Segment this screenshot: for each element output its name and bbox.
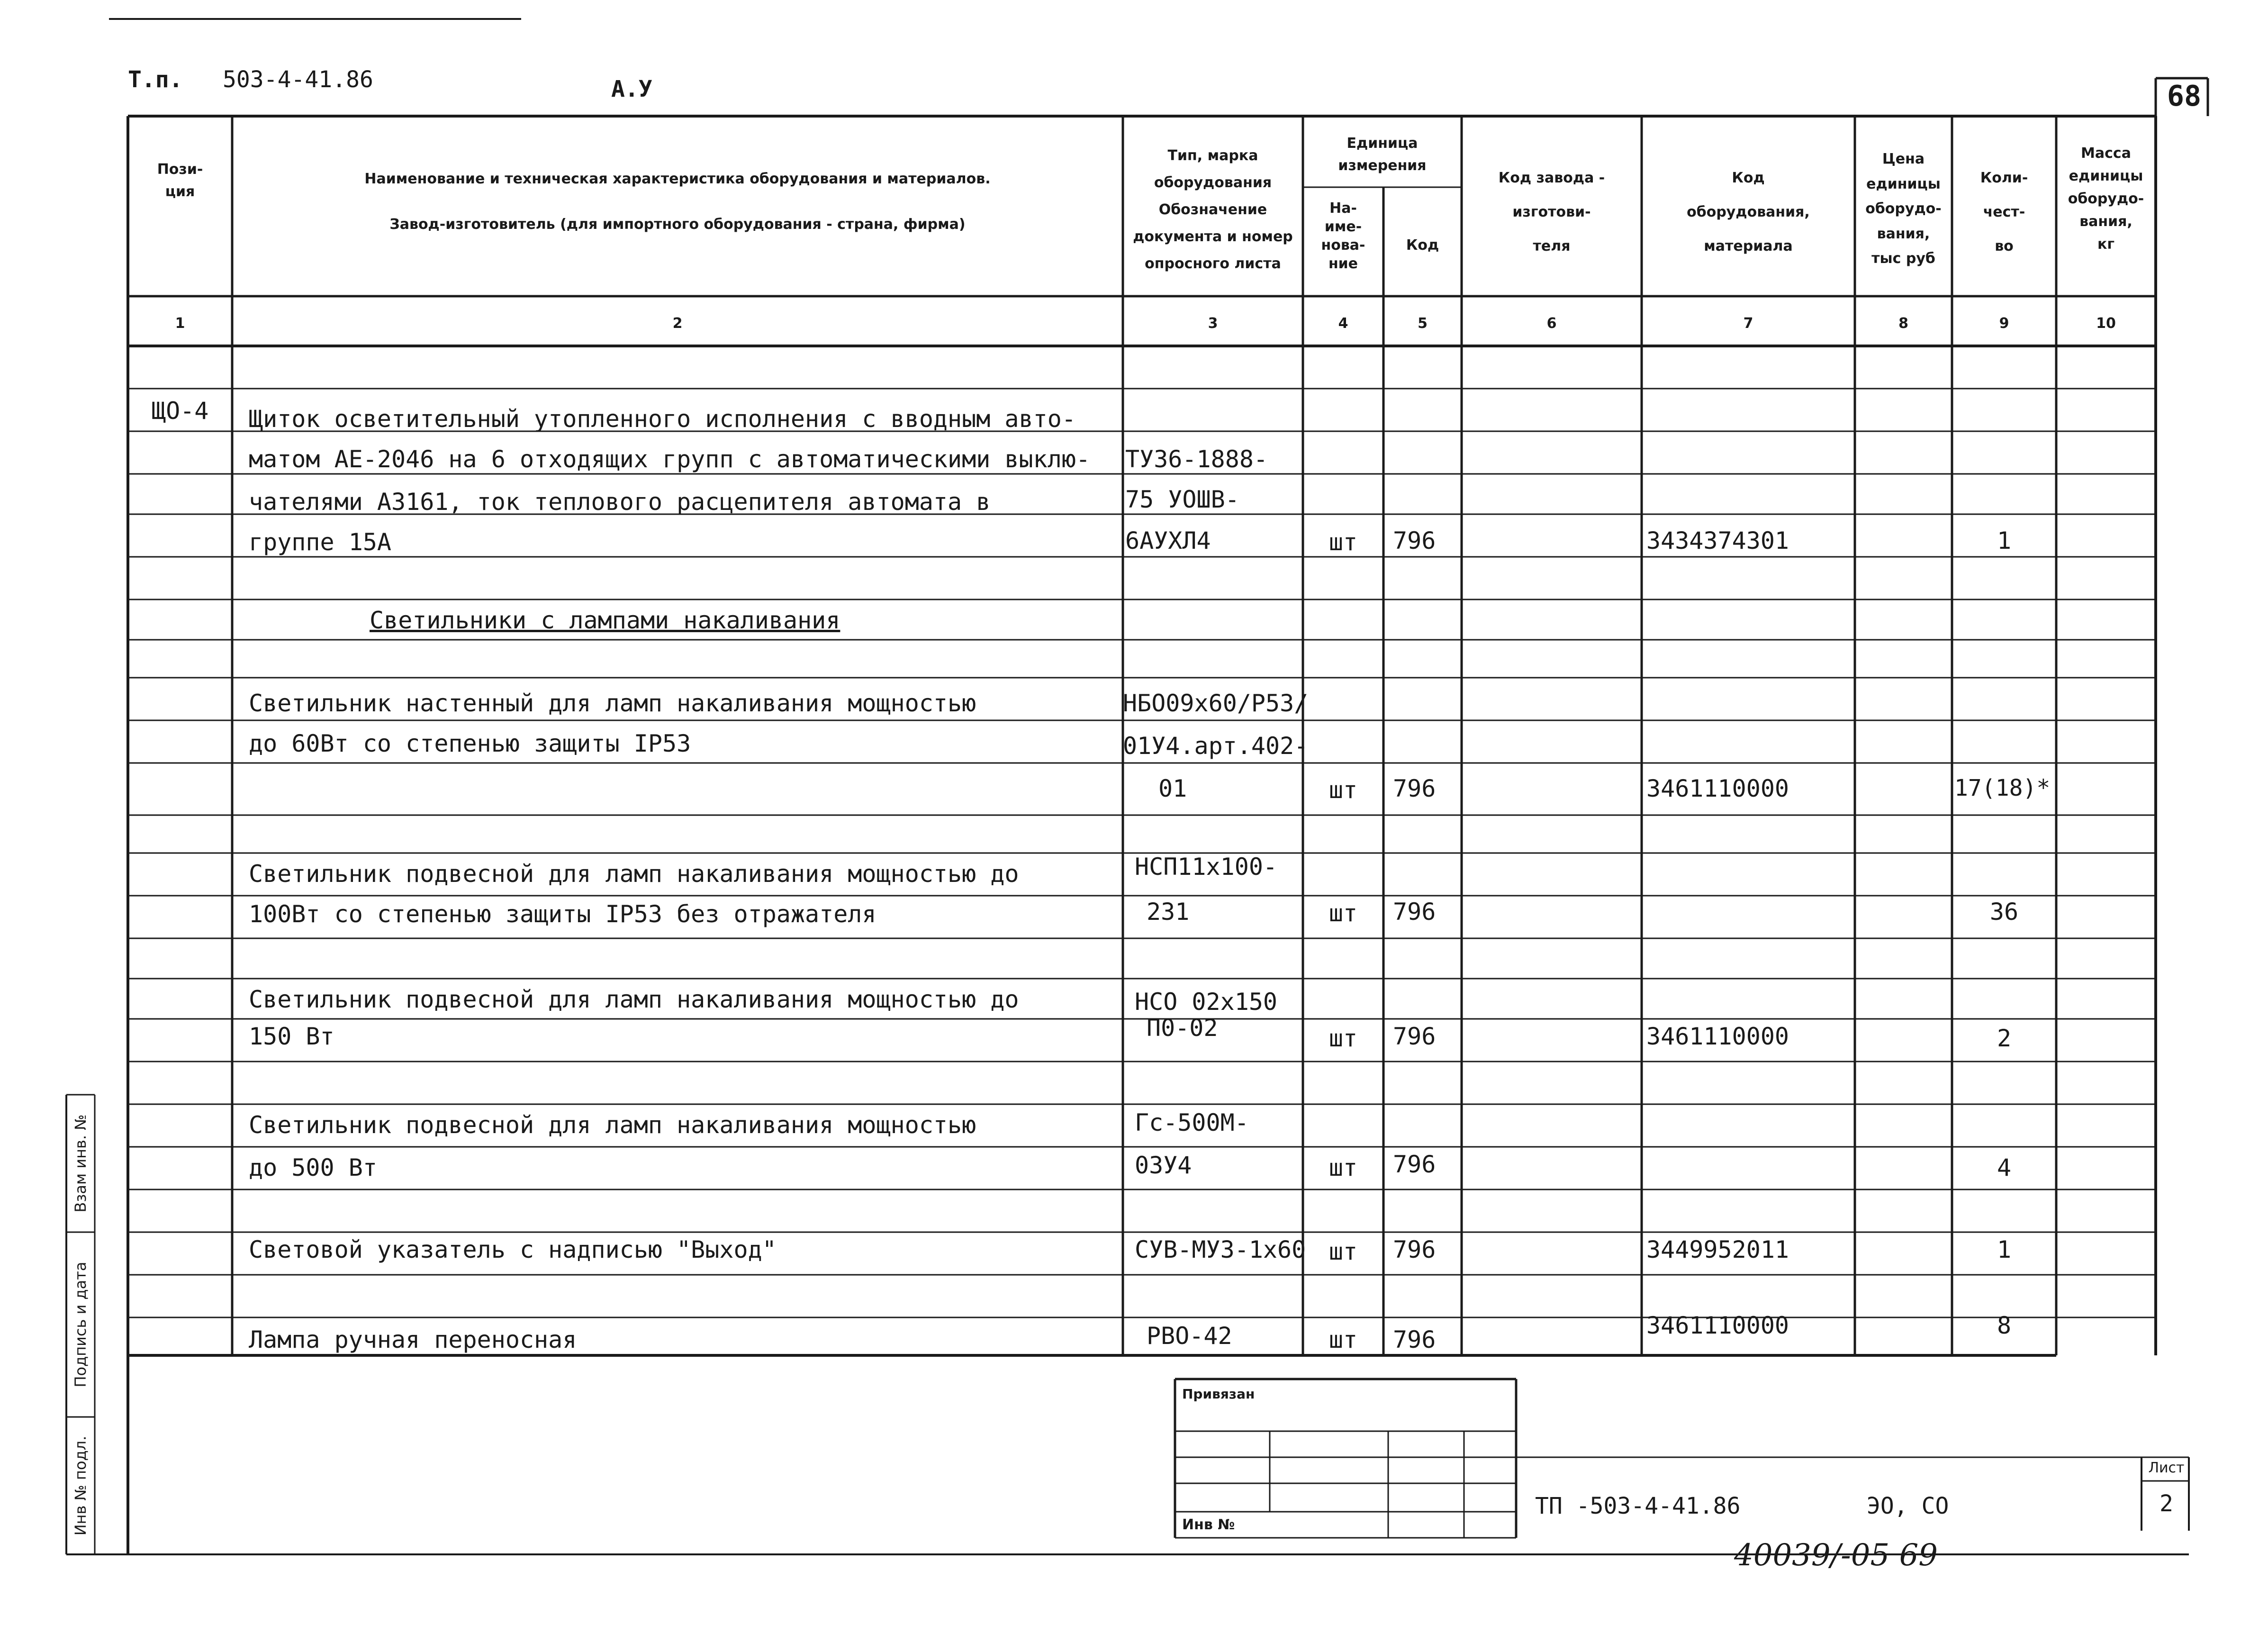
col-number: 10 (2096, 315, 2116, 332)
col-number: 8 (1898, 315, 1908, 332)
col-number: 1 (175, 315, 185, 332)
item-position: ЩО-4 (152, 397, 209, 425)
col-number: 4 (1338, 315, 1348, 332)
item-type: РВО-42 (1147, 1322, 1232, 1350)
item-unit-code: 796 (1393, 1023, 1436, 1050)
item-quantity: 36 (1989, 898, 2019, 926)
item-equipment-code: 3461110000 (1646, 775, 1789, 802)
item-unit-code: 796 (1393, 898, 1436, 926)
col-number: 7 (1743, 315, 1753, 332)
item-name: 150 Вт (249, 1023, 334, 1050)
item-type: 75 УОШВ- (1125, 486, 1239, 513)
item-equipment-code: 3434374301 (1646, 527, 1789, 554)
item-type: 6АУХЛ4 (1125, 527, 1211, 554)
item-type: П0-02 (1147, 1014, 1218, 1042)
item-type: СУВ-МУЗ-1х60 (1135, 1236, 1306, 1263)
item-name: Щиток осветительный утопленного исполнения с вводным авто- (249, 405, 1076, 433)
col-header-position: Пози- ция (157, 161, 203, 200)
col-number: 3 (1208, 315, 1218, 332)
item-quantity: 1 (1997, 527, 2012, 554)
section-code: А.У (611, 76, 652, 102)
item-equipment-code: 3461110000 (1646, 1023, 1789, 1050)
col-header-unit-name: На- име- нова- ние (1321, 200, 1365, 272)
item-name: матом АЕ-2046 на 6 отходящих групп с автоматическими выклю- (249, 445, 1091, 473)
item-unit-code: 796 (1393, 1236, 1436, 1263)
item-name: Светильник подвесной для ламп накаливания мощностью (249, 1111, 976, 1139)
side-label-sign-date: Подпись и дата (72, 1262, 90, 1388)
section-title: Светильники с лампами накаливания (370, 607, 840, 634)
item-name: чателями А3161, ток теплового расцепителя автомата в (249, 488, 991, 516)
item-unit: шт (1328, 1326, 1358, 1353)
item-quantity: 1 (1997, 1236, 2012, 1263)
col-header-price: Цена единицы оборудо- вания, тыс руб (1865, 151, 1942, 267)
col-number: 6 (1546, 315, 1557, 332)
item-name: группе 15А (249, 528, 392, 556)
col-number: 9 (1999, 315, 2009, 332)
item-unit-code: 796 (1393, 1151, 1436, 1178)
item-quantity: 17(18)* (1954, 775, 2051, 801)
side-label-inv-orig: Инв № подл. (72, 1435, 90, 1536)
item-name: до 500 Вт (249, 1154, 377, 1181)
sheet-number: 2 (2160, 1490, 2173, 1517)
item-name: 100Вт со степенью защиты IP53 без отражателя (249, 900, 876, 928)
side-label-inv-sub: Взам инв. № (72, 1114, 90, 1213)
item-unit-code: 796 (1393, 1326, 1436, 1353)
sheet-label: Лист (2148, 1460, 2185, 1476)
item-quantity: 8 (1997, 1312, 2012, 1339)
item-unit: шт (1328, 1025, 1358, 1052)
col-header-equipment-code: Код оборудования, материала (1687, 170, 1810, 254)
col-number: 5 (1418, 315, 1428, 332)
col-header-factory-code: Код завода - изготови- теля (1498, 170, 1605, 254)
item-unit: шт (1328, 528, 1358, 556)
item-unit: шт (1328, 776, 1358, 804)
item-unit: шт (1328, 1238, 1358, 1265)
item-unit: шт (1328, 1154, 1358, 1181)
item-unit-code: 796 (1393, 527, 1436, 554)
item-type: 03У4 (1135, 1152, 1192, 1179)
item-type: ТУ36-1888- (1125, 445, 1268, 473)
item-unit-code: 796 (1393, 775, 1436, 802)
col-header-quantity: Коли- чест- во (1980, 170, 2028, 254)
item-unit: шт (1328, 899, 1358, 927)
doc-number: 503-4-41.86 (223, 66, 373, 93)
item-type: 01У4.арт.402- (1123, 732, 1309, 760)
col-header-mass: Масса единицы оборудо- вания, кг (2068, 145, 2144, 253)
item-type: НСО 02х150 (1135, 988, 1278, 1016)
doc-code: ТП -503-4-41.86 (1535, 1493, 1741, 1519)
item-name: Светильник настенный для ламп накаливания мощностью (249, 690, 976, 717)
item-type: НБО09х60/Р53/ (1123, 690, 1309, 717)
inv-label: Инв № (1182, 1516, 1235, 1533)
col-number: 2 (672, 315, 683, 332)
item-equipment-code: 3449952011 (1646, 1236, 1789, 1263)
item-name: до 60Вт со степенью защиты IP53 (249, 730, 691, 757)
item-quantity: 4 (1997, 1154, 2012, 1181)
item-name: Светильник подвесной для ламп накаливания мощностью до (249, 860, 1019, 888)
tp-label: Т.п. (128, 66, 183, 93)
col-header-name: Наименование и техническая характеристика оборудования и материалов. Завод-изготовитель (для импортного оборудования - страна, фирма) (364, 171, 991, 233)
doc-suffix: ЭО, СО (1867, 1493, 1949, 1519)
item-type: 231 (1147, 898, 1190, 926)
item-equipment-code: 3461110000 (1646, 1312, 1789, 1339)
handwritten-id: 40039/-05 69 (1734, 1538, 1938, 1573)
item-name: Светильник подвесной для ламп накаливания мощностью до (249, 986, 1019, 1013)
bound-label: Привязан (1182, 1386, 1255, 1402)
item-name: Световой указатель с надписью "Выход" (249, 1236, 777, 1263)
col-header-type: Тип, марка оборудования Обозначение документа и номер опросного листа (1133, 147, 1293, 272)
col-header-unit-group: Единица измерения (1338, 135, 1427, 174)
item-quantity: 2 (1997, 1025, 2012, 1052)
item-type: 01 (1158, 775, 1187, 802)
item-type: НСП11х100- (1135, 853, 1278, 881)
page-number: 68 (2167, 80, 2202, 113)
item-name: Лампа ручная переносная (249, 1326, 577, 1353)
item-type: Гс-500М- (1135, 1109, 1249, 1136)
col-header-unit-code: Код (1406, 237, 1439, 254)
